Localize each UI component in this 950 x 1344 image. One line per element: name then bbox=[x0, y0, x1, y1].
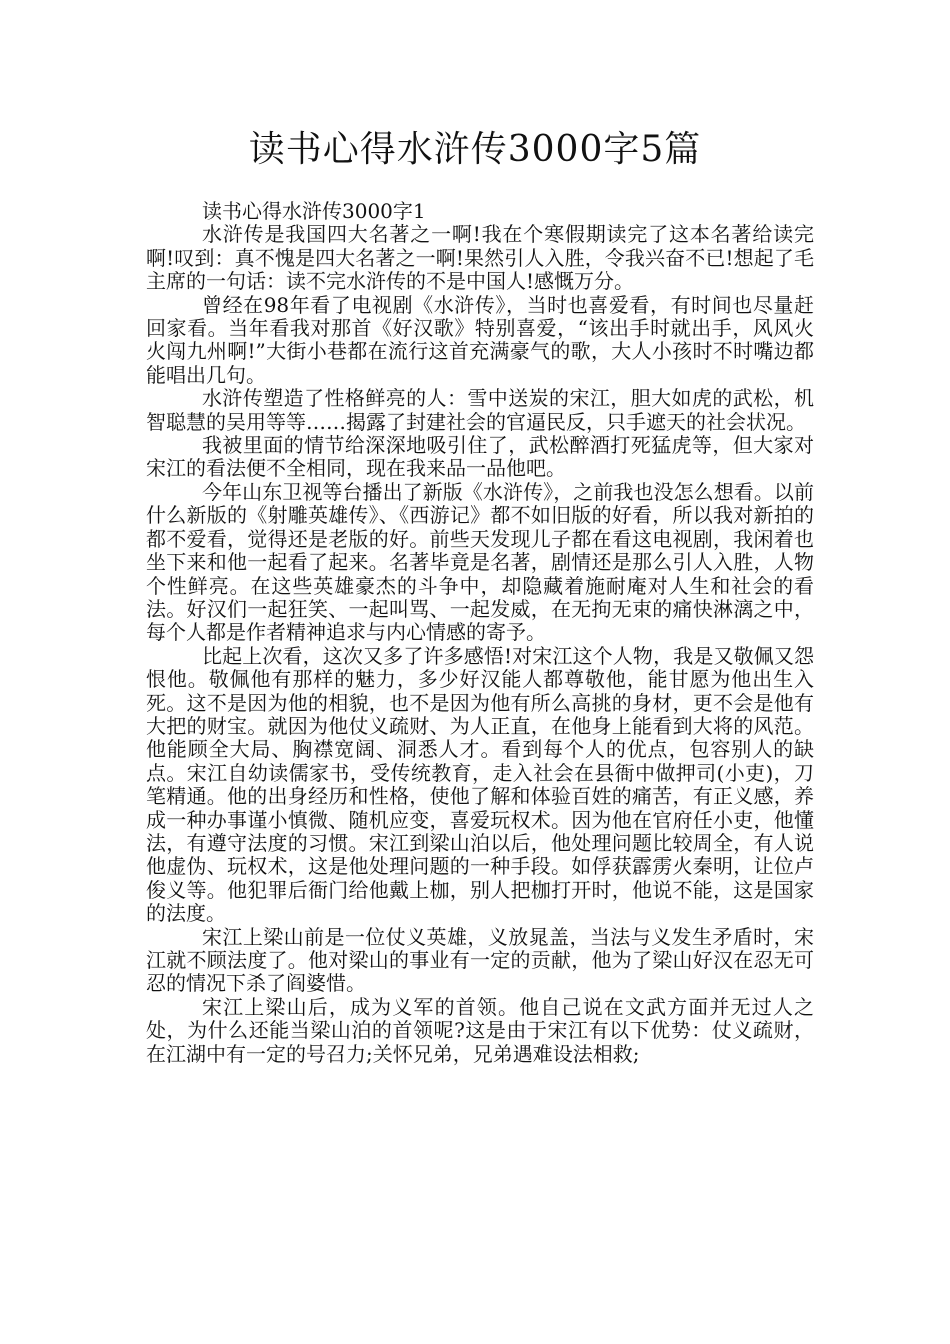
paragraph: 我被里面的情节给深深地吸引住了，武松醉酒打死猛虎等，但大家对宋江的看法便不全相同，现在我来品一品他吧。 bbox=[146, 433, 814, 481]
section-heading: 读书心得水浒传3000字1 bbox=[202, 199, 426, 223]
paragraph: 水浒传是我国四大名著之一啊!我在个寒假期读完了这本名著给读完啊!叹到：真不愧是四大名著之一啊!果然引人入胜，令我兴奋不已!想起了毛主席的一句话：读不完水浒传的不是中国人!感慨万分。 bbox=[146, 222, 814, 294]
paragraph: 曾经在98年看了电视剧《水浒传》，当时也喜爱看，有时间也尽量赶回家看。当年看我对那首《好汉歌》特别喜爱，“该出手时就出手，风风火火闯九州啊!”大街小巷都在流行这首充满豪气的歌，大人小孩时不时嘴边都能唱出几句。 bbox=[146, 292, 814, 387]
paragraph: 宋江上梁山后，成为义军的首领。他自己说在文武方面并无过人之处，为什么还能当梁山泊的首领呢?这是由于宋江有以下优势：仗义疏财，在江湖中有一定的号召力;关怀兄弟，兄弟遇难设法相救; bbox=[146, 994, 814, 1066]
paragraph: 今年山东卫视等台播出了新版《水浒传》，之前我也没怎么想看。以前什么新版的《射雕英雄传》、《西游记》都不如旧版的好看，所以我对新拍的都不爱看，觉得还是老版的好。前些天发现儿子都在看这电视剧，我闲着也坐下来和他一起看了起来。名著毕竟是名著，剧情还是那么引人入胜，人物个性鲜亮。在这些英雄豪杰的斗争中，却隐藏着施耐庵对人生和社会的看法。好汉们一起狂笑、一起叫骂、一起发威，在无拘无束的痛快淋漓之中，每个人都是作者精神追求与内心情感的寄予。 bbox=[146, 479, 814, 645]
paragraph: 宋江上梁山前是一位仗义英雄，义放晁盖，当法与义发生矛盾时，宋江就不顾法度了。他对梁山的事业有一定的贡献，他为了梁山好汉在忍无可忍的情况下杀了阎婆惜。 bbox=[146, 924, 814, 996]
document-body bbox=[146, 200, 814, 1066]
paragraph: 比起上次看，这次又多了许多感悟!对宋江这个人物，我是又敬佩又怨恨他。敬佩他有那样的魅力，多少好汉能人都尊敬他，能甘愿为他出生入死。这不是因为他的相貌，也不是因为他有所么高挑的身材，更不会是他有大把的财宝。就因为他仗义疏财、为人正直，在他身上能看到大将的风范。他能顾全大局、胸襟宽阔、洞悉人才。看到每个人的优点，包容别人的缺点。宋江自幼读儒家书，受传统教育，走入社会在县衙中做押司(小吏)，刀笔精通。他的出身经历和性格，使他了解和体验百姓的痛苦，有正义感，养成一种办事谨小慎微、随机应变，喜爱玩权术。因为他在官府任小吏，他懂法，有遵守法度的习惯。宋江到梁山泊以后，他处理问题比较周全，有人说他虚伪、玩权术，这是他处理问题的一种手段。如俘获霹雳火秦明，让位卢俊义等。他犯罪后衙门给他戴上枷，别人把枷打开时，他说不能，这是国家的法度。 bbox=[146, 643, 814, 926]
document-title: 读书心得水浒传3000字5篇 bbox=[248, 129, 702, 170]
paragraph: 水浒传塑造了性格鲜亮的人：雪中送炭的宋江，胆大如虎的武松，机智聪慧的吴用等等……揭露了封建社会的官逼民反，只手遮天的社会状况。 bbox=[146, 386, 814, 434]
